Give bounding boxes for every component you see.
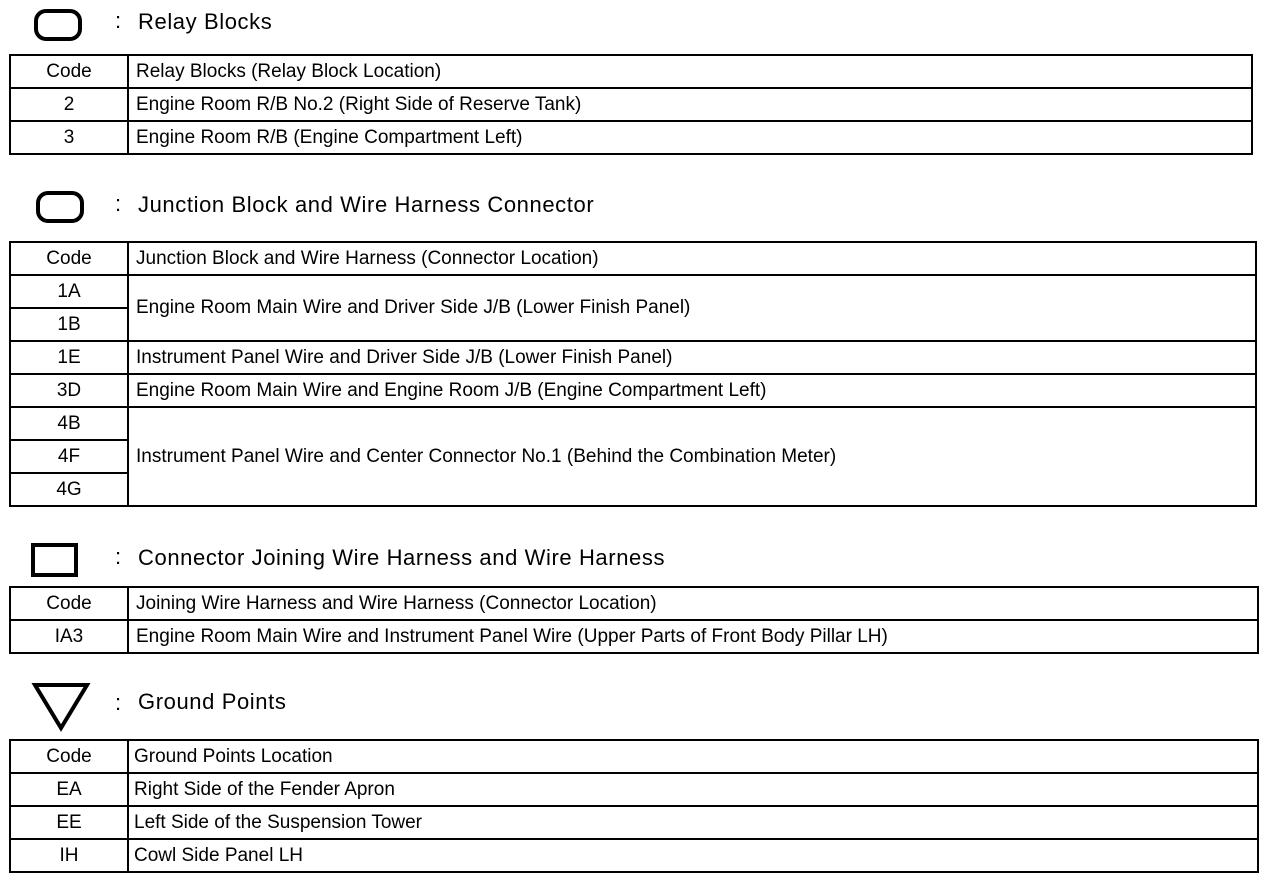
row-code: 1B [10, 308, 128, 341]
row-code: 1A [10, 275, 128, 308]
row-code: IA3 [10, 620, 128, 653]
table-header-row [10, 587, 1258, 620]
header-desc: Joining Wire Harness and Wire Harness (Connector Location) [128, 587, 1258, 620]
section-header-relay-blocks [0, 2, 1280, 42]
row-desc: Left Side of the Suspension Tower [128, 806, 1258, 839]
header-desc: Junction Block and Wire Harness (Connector Location) [128, 242, 1256, 275]
table-row [10, 88, 1252, 121]
table-row [10, 275, 1256, 308]
header-desc: Ground Points Location [128, 740, 1258, 773]
header-code: Code [10, 587, 128, 620]
colon: : [115, 544, 122, 569]
colon: : [115, 8, 122, 33]
table-row [10, 620, 1258, 653]
row-desc: Instrument Panel Wire and Center Connector No.1 (Behind the Combination Meter) [128, 407, 1256, 506]
section-title: Ground Points [138, 689, 287, 714]
row-code: EE [10, 806, 128, 839]
section-title: Junction Block and Wire Harness Connector [138, 192, 595, 217]
row-code: 4G [10, 473, 128, 506]
section-header-junction-block [0, 185, 1280, 225]
junction-block-table [9, 241, 1257, 507]
row-code: IH [10, 839, 128, 872]
table-row [10, 374, 1256, 407]
table-header-row [10, 55, 1252, 88]
relay-blocks-table [9, 54, 1253, 155]
section-title: Relay Blocks [138, 9, 273, 34]
ground-point-triangle-icon [31, 682, 91, 732]
header-code: Code [10, 55, 128, 88]
row-desc: Engine Room Main Wire and Instrument Panel Wire (Upper Parts of Front Body Pillar LH) [128, 620, 1258, 653]
colon: : [115, 690, 122, 715]
row-desc: Cowl Side Panel LH [128, 839, 1258, 872]
table-header-row [10, 242, 1256, 275]
relay-block-symbol-icon [34, 9, 82, 41]
header-code: Code [10, 740, 128, 773]
junction-block-symbol-icon [36, 191, 84, 223]
section-title: Connector Joining Wire Harness and Wire Harness [138, 545, 666, 570]
ground-points-table [9, 739, 1259, 873]
colon: : [115, 191, 122, 216]
row-code: 4B [10, 407, 128, 440]
row-code: EA [10, 773, 128, 806]
connector-joining-table [9, 586, 1259, 654]
row-code: 3 [10, 121, 128, 154]
table-row [10, 341, 1256, 374]
table-row [10, 773, 1258, 806]
section-header-connector-joining [0, 538, 1280, 578]
row-desc: Engine Room Main Wire and Engine Room J/B (Engine Compartment Left) [128, 374, 1256, 407]
row-code: 2 [10, 88, 128, 121]
row-desc: Engine Room R/B No.2 (Right Side of Reserve Tank) [128, 88, 1252, 121]
row-code: 3D [10, 374, 128, 407]
table-header-row [10, 740, 1258, 773]
row-code: 4F [10, 440, 128, 473]
row-desc: Right Side of the Fender Apron [128, 773, 1258, 806]
table-row [10, 806, 1258, 839]
header-desc: Relay Blocks (Relay Block Location) [128, 55, 1252, 88]
row-desc: Engine Room R/B (Engine Compartment Left) [128, 121, 1252, 154]
row-desc: Engine Room Main Wire and Driver Side J/B (Lower Finish Panel) [128, 275, 1256, 341]
row-code: 1E [10, 341, 128, 374]
row-desc: Instrument Panel Wire and Driver Side J/B (Lower Finish Panel) [128, 341, 1256, 374]
table-row [10, 839, 1258, 872]
table-row [10, 121, 1252, 154]
header-code: Code [10, 242, 128, 275]
section-header-ground-points [0, 680, 1280, 720]
connector-symbol-icon [31, 543, 79, 577]
table-row [10, 407, 1256, 440]
